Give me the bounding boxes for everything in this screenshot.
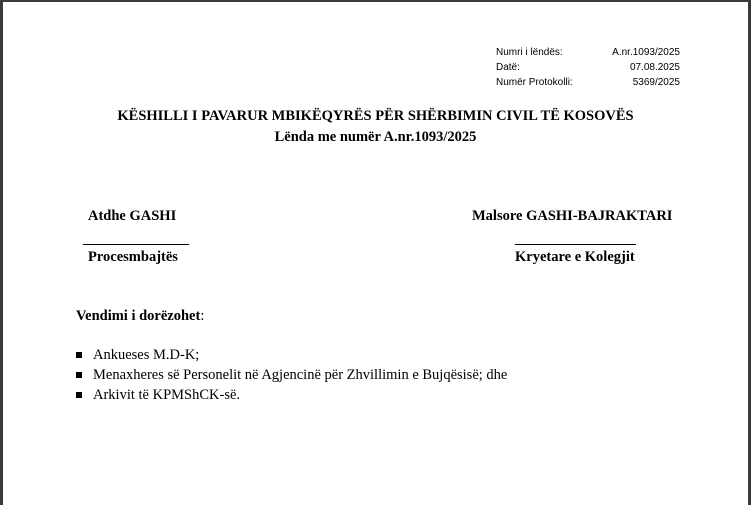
recipient-text: Menaxheres së Personelit në Agjencinë për Zhvillimin e Bujqësisë; dhe <box>93 367 508 383</box>
list-item <box>76 385 507 405</box>
list-item <box>76 365 507 385</box>
bullet-icon <box>76 372 82 378</box>
left-signatory-role: Procesmbajtës <box>88 249 178 265</box>
right-signatory-role: Kryetare e Kolegjit <box>515 249 635 265</box>
meta-label: Numër Protokolli: <box>496 77 573 88</box>
meta-label: Numri i lëndës: <box>496 47 563 58</box>
recipient-text: Ankueses M.D-K; <box>93 347 200 363</box>
meta-label: Datë: <box>496 62 520 73</box>
recipient-list <box>76 345 507 405</box>
delivery-heading-text: Vendimi i dorëzohet <box>76 308 201 324</box>
meta-value: 5369/2025 <box>632 77 680 88</box>
right-signature-line <box>515 244 636 245</box>
delivery-heading-colon: : <box>200 308 205 324</box>
recipient-text: Arkivit të KPMShCK-së. <box>93 387 241 403</box>
delivery-heading <box>76 308 204 325</box>
meta-case-number <box>496 45 680 60</box>
bullet-icon <box>76 352 82 358</box>
case-title: Lënda me numër A.nr.1093/2025 <box>274 129 477 145</box>
meta-value: 07.08.2025 <box>629 62 680 73</box>
left-signature-line <box>83 244 189 245</box>
document-meta <box>496 45 680 90</box>
bullet-icon <box>76 392 82 398</box>
meta-value: A.nr.1093/2025 <box>612 47 680 58</box>
left-signatory-name: Atdhe GASHI <box>88 208 177 224</box>
list-item <box>76 345 507 365</box>
right-signatory-name: Malsore GASHI-BAJRAKTARI <box>472 208 673 224</box>
meta-date <box>496 60 680 75</box>
meta-protocol-number <box>496 75 680 90</box>
institution-title: KËSHILLI I PAVARUR MBIKËQYRËS PËR SHËRBIMIN CIVIL TË KOSOVËS <box>117 108 634 124</box>
